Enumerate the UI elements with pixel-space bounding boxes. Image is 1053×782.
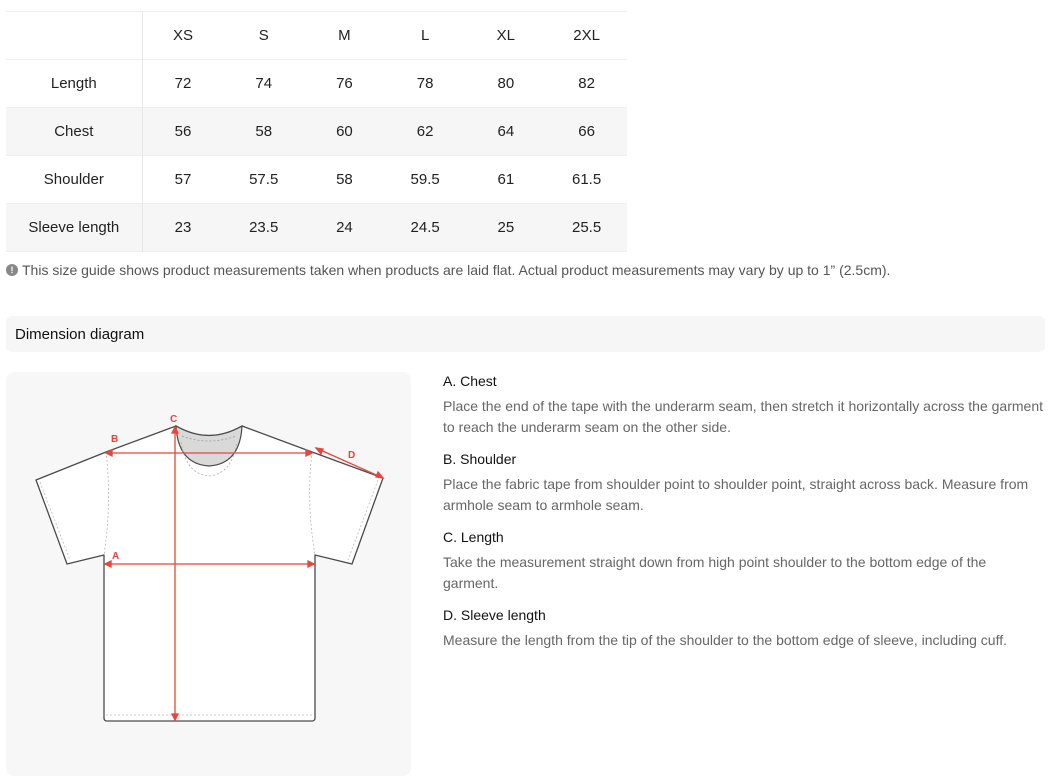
instruction-text: Take the measurement straight down from high point shoulder to the bottom edge of the garment. <box>443 554 987 591</box>
table-cell: 57 <box>174 171 192 188</box>
table-cell: 72 <box>174 75 192 92</box>
size-header: 2XL <box>573 27 600 44</box>
section-title: Dimension diagram <box>15 325 145 343</box>
note-text: This size guide shows product measurements taken when products are laid flat. Actual product measurements may vary by up to 1” (2.5cm). <box>22 262 891 278</box>
table-cell: 74 <box>255 75 273 92</box>
instruction-item <box>443 373 1043 438</box>
instruction-title: D. Sleeve length <box>443 607 546 623</box>
header-corner <box>6 12 142 60</box>
tshirt-diagram <box>6 372 411 776</box>
table-cell: 60 <box>336 123 353 140</box>
label-d: D <box>348 450 356 461</box>
table-cell: 25 <box>497 219 515 236</box>
table-cell: 23 <box>174 219 192 236</box>
table-row <box>6 108 627 156</box>
instruction-title: B. Shoulder <box>443 451 517 467</box>
table-cell: 61.5 <box>572 171 602 188</box>
tshirt-outline <box>36 426 383 721</box>
size-header: M <box>338 27 351 44</box>
table-cell: 24 <box>336 219 353 236</box>
instruction-item <box>443 451 1043 516</box>
size-header: XL <box>496 27 516 44</box>
row-label: Chest <box>6 108 142 156</box>
row-label: Shoulder <box>6 156 142 204</box>
measurement-instructions <box>443 373 1043 664</box>
table-cell: 58 <box>255 123 273 140</box>
label-c: C <box>170 414 178 425</box>
table-cell: 78 <box>416 75 434 92</box>
size-table <box>6 11 627 252</box>
row-label: Length <box>6 60 142 108</box>
table-cell: 24.5 <box>410 219 440 236</box>
table-cell: 61 <box>497 171 515 188</box>
instruction-title: A. Chest <box>443 373 497 389</box>
table-cell: 25.5 <box>572 219 602 236</box>
tshirt-illustration <box>6 372 411 776</box>
size-header: XS <box>172 27 193 44</box>
dimension-diagram-header <box>6 316 1045 352</box>
instruction-title: C. Length <box>443 529 504 545</box>
instruction-item <box>443 529 1043 594</box>
label-b: B <box>111 434 119 445</box>
row-label: Sleeve length <box>6 204 142 252</box>
arrow-head <box>376 472 383 478</box>
table-cell: 80 <box>497 75 515 92</box>
table-cell: 23.5 <box>249 219 279 236</box>
table-cell: 56 <box>174 123 192 140</box>
instruction-text: Measure the length from the tip of the shoulder to the bottom edge of sleeve, including cuff. <box>443 632 1007 648</box>
table-cell: 64 <box>497 123 515 140</box>
table-row <box>6 60 627 108</box>
table-row <box>6 204 627 252</box>
label-a: A <box>112 551 120 562</box>
table-cell: 66 <box>578 123 595 140</box>
instruction-item <box>443 607 1043 651</box>
size-header: S <box>258 27 269 44</box>
info-icon: ! <box>6 264 18 276</box>
table-cell: 62 <box>416 123 434 140</box>
instruction-text: Place the end of the tape with the underarm seam, then stretch it horizontally across the garment to reach the underarm seam on the other side. <box>443 398 1043 435</box>
table-cell: 59.5 <box>410 171 440 188</box>
table-cell: 58 <box>336 171 353 188</box>
table-row <box>6 156 627 204</box>
arrow-head <box>316 448 323 454</box>
size-header: L <box>420 27 430 44</box>
instruction-text: Place the fabric tape from shoulder point to shoulder point, straight across back. Measure from armhole seam to armhole seam. <box>443 476 1029 513</box>
table-cell: 57.5 <box>249 171 279 188</box>
table-cell: 82 <box>578 75 595 92</box>
table-cell: 76 <box>336 75 353 92</box>
size-header-row <box>6 12 627 60</box>
size-guide-note <box>6 262 890 278</box>
